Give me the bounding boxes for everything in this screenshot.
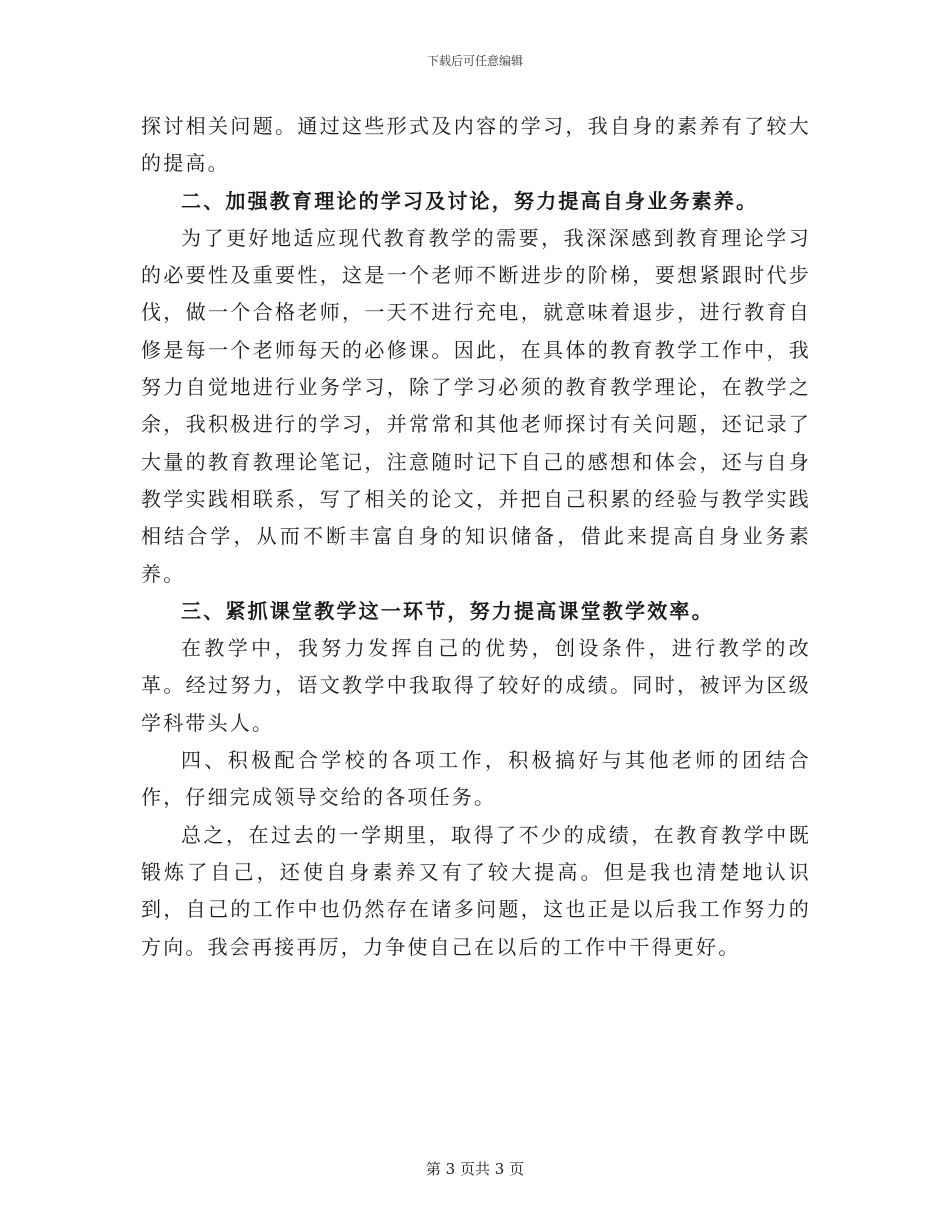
- paragraph-continuation: 探讨相关问题。通过这些形式及内容的学习，我自身的素养有了较大的提高。: [141, 114, 811, 176]
- document-body: [141, 108, 811, 966]
- paragraph-teaching-reform: 在教学中，我努力发挥自己的优势，创设条件，进行教学的改革。经过努力，语文教学中我取得了较好的成绩。同时，被评为区级学科带头人。: [141, 636, 811, 735]
- paragraph-summary: 总之，在过去的一学期里，取得了不少的成绩，在教育教学中既锻炼了自己，还使自身素养又有了较大提高。但是我也清楚地认识到，自己的工作中也仍然存在诸多问题，这也正是以后我工作努力的方向。我会再接再厉，力争使自己在以后的工作中干得更好。: [141, 822, 811, 959]
- section-item-4: 四、积极配合学校的各项工作，积极搞好与其他老师的团结合作，仔细完成领导交给的各项任务。: [141, 748, 811, 810]
- section-heading-3: 三、紧抓课堂教学这一环节，努力提高课堂教学效率。: [181, 598, 714, 623]
- section-heading-2: 二、加强教育理论的学习及讨论，努力提高自身业务素养。: [181, 188, 759, 213]
- paragraph-theory-study: 为了更好地适应现代教育教学的需要，我深深感到教育理论学习的必要性及重要性，这是一个老师不断进步的阶梯，要想紧跟时代步伐，做一个合格老师，一天不进行充电，就意味着退步，进行教育自修是每一个老师每天的必修课。因此，在具体的教育教学工作中，我努力自觉地进行业务学习，除了学习必须的教育教学理论，在教学之余，我积极进行的学习，并常常和其他老师探讨有关问题，还记录了大量的教育教理论笔记，注意随时记下自己的感想和体会，还与自身教学实践相联系，写了相关的论文，并把自己积累的经验与教学实践相结合学，从而不断丰富自身的知识储备，借此来提高自身业务素养。: [141, 225, 811, 586]
- page-header: 下载后可任意编辑: [426, 54, 523, 68]
- page-number: 第 3 页共 3 页: [425, 1160, 525, 1178]
